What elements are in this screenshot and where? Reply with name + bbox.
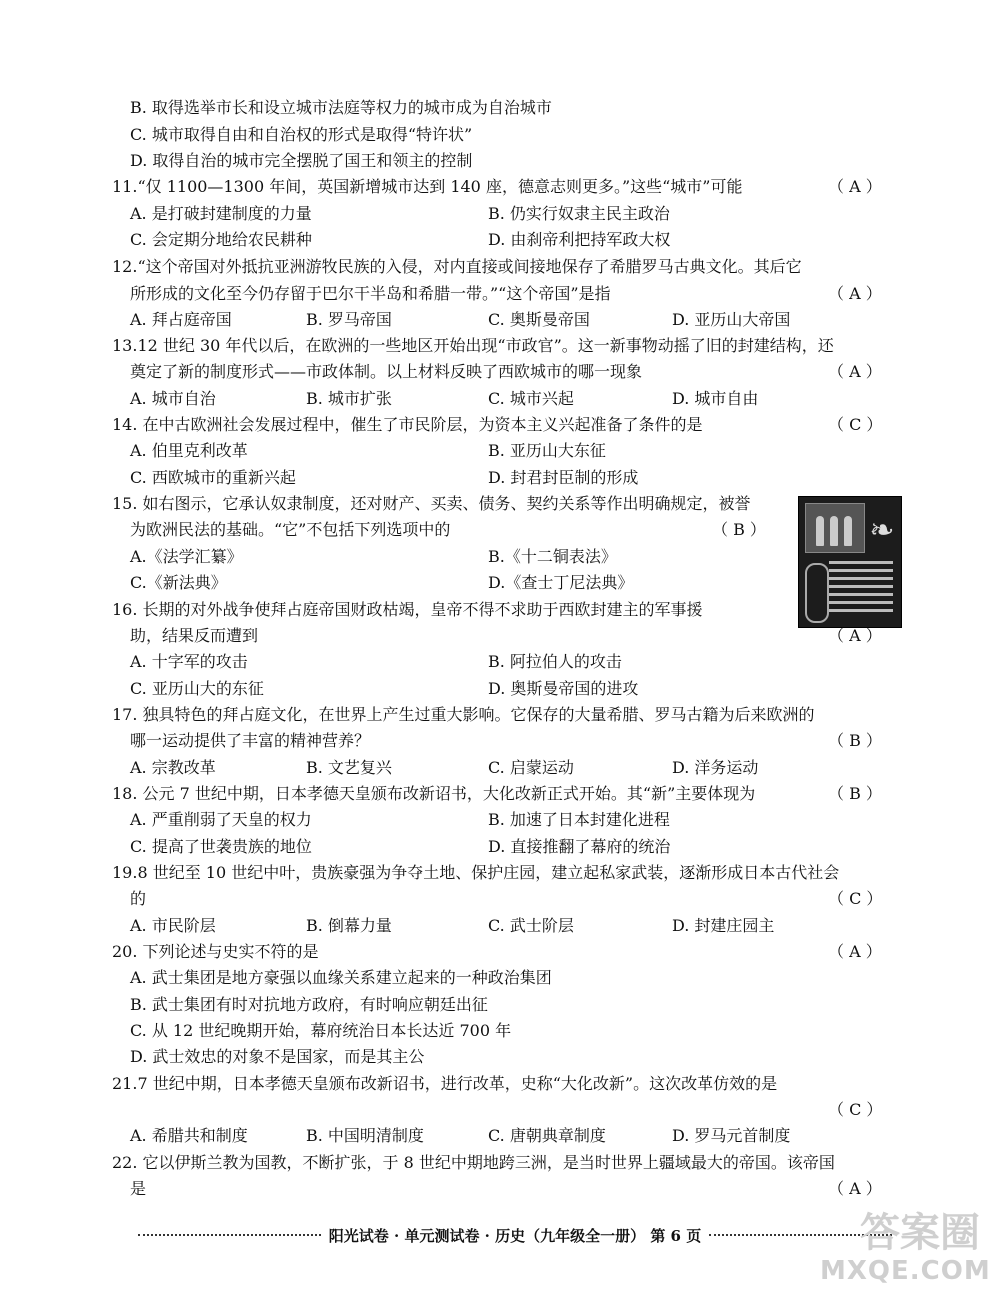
q13-option-d: D. 城市自由 xyxy=(672,389,759,408)
q17-option-a: A. 宗教改革 xyxy=(130,758,216,777)
q13-option-c: C. 城市兴起 xyxy=(488,389,574,408)
q16-option-c: C. 亚历山大的东征 xyxy=(130,679,264,698)
q19-option-b: B. 倒幕力量 xyxy=(306,916,392,935)
q12-option-c: C. 奥斯曼帝国 xyxy=(488,310,590,329)
q16-option-b: B. 阿拉伯人的攻击 xyxy=(488,652,622,671)
q17-option-c: C. 启蒙运动 xyxy=(488,758,574,777)
q19-stem-line1: 19.8 世纪至 10 世纪中叶，贵族豪强为争夺土地、保护庄园，建立起私家武装，逐渐形成日本古代社会 xyxy=(112,863,840,882)
q12-option-d: D. 亚历山大帝国 xyxy=(672,310,791,329)
q11-answer: （ A ） xyxy=(828,177,882,196)
initial-letter-icon: ❧ xyxy=(869,513,895,548)
q15-option-c: C.《新法典》 xyxy=(130,573,227,592)
q14-option-c: C. 西欧城市的重新兴起 xyxy=(130,468,296,487)
q17-option-d: D. 洋务运动 xyxy=(672,758,759,777)
q12-option-b: B. 罗马帝国 xyxy=(306,310,392,329)
q20-option-a: A. 武士集团是地方豪强以血缘关系建立起来的一种政治集团 xyxy=(130,968,552,987)
figure-person xyxy=(830,516,838,546)
q16-stem-line2: 助，结果反而遭到 xyxy=(130,626,259,645)
q20-option-d: D. 武士效忠的对象不是国家，而是其主公 xyxy=(130,1047,425,1066)
manuscript-image xyxy=(798,496,902,628)
q10-option-b: B. 取得选举市长和设立城市法庭等权力的城市成为自治城市 xyxy=(130,98,552,117)
q11-option-d: D. 由刹帝利把持军政大权 xyxy=(488,230,671,249)
q18-option-d: D. 直接推翻了幕府的统治 xyxy=(488,837,671,856)
q15-stem-line1: 15. 如右图示，它承认奴隶制度，还对财产、买卖、债务、契约关系等作出明确规定，被誉 xyxy=(112,494,751,513)
ornament-icon xyxy=(805,563,829,623)
q15-stem-line2: 为欧洲民法的基础。“它”不包括下列选项中的 xyxy=(130,520,451,539)
footer-divider xyxy=(138,1234,321,1236)
q15-option-b: B.《十二铜表法》 xyxy=(488,547,617,566)
q19-answer: （ C ） xyxy=(828,889,883,908)
q12-stem-line1: 12.“这个帝国对外抵抗亚洲游牧民族的入侵，对内直接或间接地保存了希腊罗马古典文化。其后它 xyxy=(112,257,802,276)
q19-option-c: C. 武士阶层 xyxy=(488,916,574,935)
q15-option-d: D.《查士丁尼法典》 xyxy=(488,573,634,592)
watermark-url: MXQE.COM xyxy=(820,1256,991,1286)
q21-option-c: C. 唐朝典章制度 xyxy=(488,1126,606,1145)
q18-option-b: B. 加速了日本封建化进程 xyxy=(488,810,670,829)
q18-option-c: C. 提高了世袭贵族的地位 xyxy=(130,837,312,856)
q15-option-a: A.《法学汇纂》 xyxy=(130,547,243,566)
q14-option-a: A. 伯里克利改革 xyxy=(130,441,248,460)
q16-stem-line1: 16. 长期的对外战争使拜占庭帝国财政枯竭，皇帝不得不求助于西欧封建主的军事援 xyxy=(112,600,703,619)
q16-option-a: A. 十字军的攻击 xyxy=(130,652,248,671)
q12-option-a: A. 拜占庭帝国 xyxy=(130,310,232,329)
q20-stem: 20. 下列论述与史实不符的是 xyxy=(112,942,319,961)
q20-answer: （ A ） xyxy=(828,942,882,961)
q20-option-b: B. 武士集团有时对抗地方政府，有时响应朝廷出征 xyxy=(130,995,488,1014)
q13-option-b: B. 城市扩张 xyxy=(306,389,392,408)
q14-answer: （ C ） xyxy=(828,415,883,434)
q11-option-a: A. 是打破封建制度的力量 xyxy=(130,204,312,223)
q21-answer: （ C ） xyxy=(828,1100,883,1119)
q18-answer: （ B ） xyxy=(828,784,882,803)
q11-option-b: B. 仍实行奴隶主民主政治 xyxy=(488,204,670,223)
q17-stem-line1: 17. 独具特色的拜占庭文化，在世界上产生过重大影响。它保存的大量希腊、罗马古籍为后来欧洲的 xyxy=(112,705,815,724)
q18-option-a: A. 严重削弱了天皇的权力 xyxy=(130,810,312,829)
q17-option-b: B. 文艺复兴 xyxy=(306,758,392,777)
q16-option-d: D. 奥斯曼帝国的进攻 xyxy=(488,679,639,698)
q22-answer: （ A ） xyxy=(828,1179,882,1198)
figure-person xyxy=(816,516,824,546)
q19-stem-line2: 的 xyxy=(130,889,147,908)
q22-stem-line2: 是 xyxy=(130,1179,147,1198)
illumination-panel xyxy=(805,503,865,553)
q14-option-b: B. 亚历山大东征 xyxy=(488,441,606,460)
q19-option-a: A. 市民阶层 xyxy=(130,916,216,935)
q21-option-a: A. 希腊共和制度 xyxy=(130,1126,248,1145)
q11-option-c: C. 会定期分地给农民耕种 xyxy=(130,230,312,249)
q10-option-d: D. 取得自治的城市完全摆脱了国王和领主的控制 xyxy=(130,151,473,170)
page-footer xyxy=(130,1224,900,1246)
q13-answer: （ A ） xyxy=(828,362,882,381)
q17-stem-line2: 哪一运动提供了丰富的精神营养？ xyxy=(130,731,371,750)
q21-option-d: D. 罗马元首制度 xyxy=(672,1126,791,1145)
q17-answer: （ B ） xyxy=(828,731,882,750)
q19-option-d: D. 封建庄园主 xyxy=(672,916,775,935)
q13-stem-line2: 奠定了新的制度形式——市政体制。以上材料反映了西欧城市的哪一现象 xyxy=(130,362,643,381)
q14-stem: 14. 在中古欧洲社会发展过程中，催生了市民阶层，为资本主义兴起准备了条件的是 xyxy=(112,415,703,434)
q16-answer: （ A ） xyxy=(828,626,882,645)
q12-stem-line2: 所形成的文化至今仍存留于巴尔干半岛和希腊一带。”“这个帝国”是指 xyxy=(130,284,611,303)
q13-option-a: A. 城市自治 xyxy=(130,389,216,408)
q21-option-b: B. 中国明清制度 xyxy=(306,1126,424,1145)
q22-stem-line1: 22. 它以伊斯兰教为国教，不断扩张，于 8 世纪中期地跨三洲，是当时世界上疆域最大的帝国。该帝国 xyxy=(112,1153,835,1172)
q14-option-d: D. 封君封臣制的形成 xyxy=(488,468,639,487)
q20-option-c: C. 从 12 世纪晚期开始，幕府统治日本长达近 700 年 xyxy=(130,1021,512,1040)
watermark-logo-text: 答案圈 xyxy=(860,1210,980,1256)
figure-person xyxy=(844,516,852,546)
q11-stem: 11.“仅 1100—1300 年间，英国新增城市达到 140 座，德意志则更多。”这些“城市”可能 xyxy=(112,177,743,196)
watermark xyxy=(820,1210,991,1290)
footer-text: 阳光试卷 · 单元测试卷 · 历史（九年级全一册） 第 6 页 xyxy=(328,1226,702,1245)
q13-stem-line1: 13.12 世纪 30 年代以后，在欧洲的一些地区开始出现“市政官”。这一新事物动摇了旧的封建结构，还 xyxy=(112,336,834,355)
manuscript-text-lines xyxy=(829,561,893,617)
q18-stem: 18. 公元 7 世纪中期，日本孝德天皇颁布改新诏书，大化改新正式开始。其“新”主要体现为 xyxy=(112,784,756,803)
q21-stem: 21.7 世纪中期，日本孝德天皇颁布改新诏书，进行改革，史称“大化改新”。这次改革仿效的是 xyxy=(112,1074,778,1093)
q12-answer: （ A ） xyxy=(828,284,882,303)
q15-answer: （ B ） xyxy=(712,520,766,539)
q10-option-c: C. 城市取得自由和自治权的形式是取得“特许状” xyxy=(130,125,473,144)
